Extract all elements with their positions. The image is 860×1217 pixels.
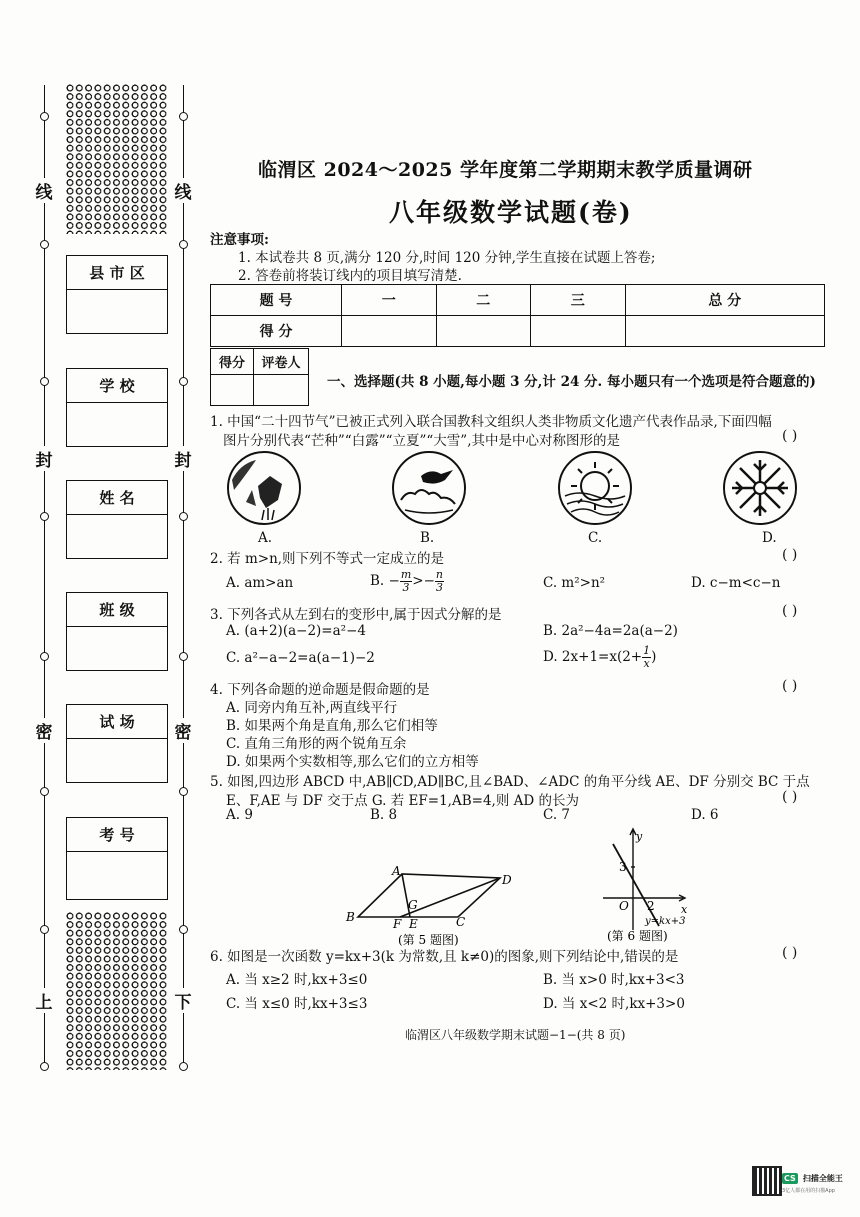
q3-stem: 3. 下列各式从左到右的变形中,属于因式分解的是 xyxy=(210,607,502,623)
binding-hole xyxy=(40,377,49,386)
binding-hole xyxy=(179,377,188,386)
q6-option-d[interactable]: D. 当 x<2 时,kx+3>0 xyxy=(543,996,685,1012)
field-class-label: 班 级 xyxy=(67,593,167,627)
q3-option-d[interactable] xyxy=(543,645,656,670)
fig5-label-f: F xyxy=(393,917,402,931)
fraction-numerator: m xyxy=(400,568,412,581)
q2-stem: 2. 若 m>n,则下列不等式一定成立的是 xyxy=(210,551,445,567)
binding-hole xyxy=(179,925,188,934)
q1-option-a[interactable]: A. xyxy=(258,530,273,546)
answer-paren[interactable]: ( ) xyxy=(782,678,798,694)
exam-subtitle: 八年级数学试题(卷) xyxy=(389,198,633,227)
fig6-caption: (第 6 题图) xyxy=(607,929,668,943)
qr-code-icon xyxy=(752,1166,782,1196)
q1-figure-a-icon xyxy=(226,450,302,526)
answer-paren[interactable]: ( ) xyxy=(782,789,798,805)
score-header: 总 分 xyxy=(625,285,825,316)
q5-option-c[interactable]: C. 7 xyxy=(543,807,571,823)
fig5-label-b: B xyxy=(346,910,355,924)
binding-hole xyxy=(40,112,49,121)
binding-hole xyxy=(40,925,49,934)
binding-dot-pattern-bottom xyxy=(66,912,168,1070)
q6-option-a[interactable]: A. 当 x≥2 时,kx+3≤0 xyxy=(226,972,368,988)
q5-stem: E、F,AE 与 DF 交于点 G. 若 EF=1,AB=4,则 AD 的长为 xyxy=(226,793,579,809)
binding-hole xyxy=(40,512,49,521)
score-header: 一 xyxy=(342,285,437,316)
scanner-badge: CS xyxy=(784,1174,796,1183)
field-school-label: 学 校 xyxy=(67,369,167,403)
q3-option-b[interactable]: B. 2a²−4a=2a(a−2) xyxy=(543,623,678,639)
q1-figure-c-icon xyxy=(557,450,633,526)
binding-char-feng: 封 xyxy=(34,446,54,471)
q6-figure xyxy=(595,826,695,946)
q2-option-d[interactable]: D. c−m<c−n xyxy=(691,575,781,591)
fraction xyxy=(400,569,412,594)
fig5-label-g: G xyxy=(408,898,418,912)
fig6-y-axis-label: y xyxy=(636,830,643,843)
binding-dot-pattern-top xyxy=(66,84,168,234)
binding-char-shang: 上 xyxy=(34,988,54,1013)
field-class-blank[interactable] xyxy=(67,627,167,670)
fraction xyxy=(435,569,444,594)
fig6-x-axis-label: x xyxy=(681,903,688,916)
binding-hole xyxy=(179,512,188,521)
notice-item: 1. 本试卷共 8 页,满分 120 分,时间 120 分钟,学生直接在试题上答卷; xyxy=(238,250,656,266)
binding-line-left xyxy=(44,85,45,1070)
field-class-box xyxy=(66,592,168,671)
notice-item: 2. 答卷前将装订线内的项目填写清楚. xyxy=(238,268,462,284)
field-name-label: 姓 名 xyxy=(67,481,167,515)
fig5-caption: (第 5 题图) xyxy=(398,933,459,947)
score-header: 题 号 xyxy=(211,285,342,316)
scanner-sub: 3亿人都在用的扫描App xyxy=(782,1188,835,1194)
q4-option-a[interactable]: A. 同旁内角互补,两直线平行 xyxy=(226,700,398,716)
grader-table xyxy=(210,348,309,406)
binding-char-xia: 下 xyxy=(173,988,193,1013)
score-cell[interactable] xyxy=(436,316,531,347)
q3-option-d-suffix: ) xyxy=(651,649,657,665)
binding-hole xyxy=(179,240,188,249)
scanner-name: 扫描全能王 xyxy=(802,1174,843,1183)
binding-char-mi: 密 xyxy=(173,718,193,743)
score-row-label: 得 分 xyxy=(211,316,342,347)
q5-option-b[interactable]: B. 8 xyxy=(370,807,398,823)
fraction-denominator: 3 xyxy=(435,581,443,594)
fig6-line-label: y=kx+3 xyxy=(645,916,686,927)
answer-paren[interactable]: ( ) xyxy=(782,945,798,961)
q5-figure xyxy=(340,860,520,950)
fig5-label-c: C xyxy=(456,915,466,929)
q4-option-d[interactable]: D. 如果两个实数相等,那么它们的立方相等 xyxy=(226,754,479,770)
field-school-blank[interactable] xyxy=(67,403,167,446)
q6-stem: 6. 如图是一次函数 y=kx+3(k 为常数,且 k≠0)的图象,则下列结论中,错误的是 xyxy=(210,949,679,965)
q1-option-b[interactable]: B. xyxy=(420,530,435,546)
grader-score-label: 得分 xyxy=(211,349,254,375)
q2-option-c[interactable]: C. m²>n² xyxy=(543,575,606,591)
binding-hole xyxy=(179,652,188,661)
q2-option-b[interactable] xyxy=(370,569,444,594)
q1-option-c[interactable]: C. xyxy=(588,530,603,546)
q1-figure-d-icon xyxy=(722,450,798,526)
q1-figure-b-icon xyxy=(391,450,467,526)
binding-line-right xyxy=(183,85,184,1070)
answer-paren[interactable]: ( ) xyxy=(782,603,798,619)
field-exam-room-blank[interactable] xyxy=(67,739,167,782)
fraction-numerator: n xyxy=(435,568,443,581)
field-county-label: 县 市 区 xyxy=(67,256,167,290)
q4-stem: 4. 下列各命题的逆命题是假命题的是 xyxy=(210,682,430,698)
q5-option-d[interactable]: D. 6 xyxy=(691,807,719,823)
q4-option-b[interactable]: B. 如果两个角是直角,那么它们相等 xyxy=(226,718,438,734)
grader-score-cell[interactable] xyxy=(211,375,254,406)
q2-option-b-prefix: B. − xyxy=(370,573,400,589)
notice-heading: 注意事项: xyxy=(210,232,269,248)
field-name-box xyxy=(66,480,168,559)
fraction-numerator: 1 xyxy=(643,644,651,657)
binding-char-xian: 线 xyxy=(34,178,54,203)
q2-option-a[interactable]: A. am>an xyxy=(226,575,294,591)
score-header: 三 xyxy=(531,285,626,316)
q5-stem: 5. 如图,四边形 ABCD 中,AB∥CD,AD∥BC,且∠BAD、∠ADC 的角平分线 AE、DF 分别交 BC 于点 xyxy=(210,774,810,790)
binding-char-feng: 封 xyxy=(173,446,193,471)
q6-option-c[interactable]: C. 当 x≤0 时,kx+3≤3 xyxy=(226,996,368,1012)
binding-hole xyxy=(179,112,188,121)
fraction-denominator: x xyxy=(643,657,650,670)
q1-stem: 图片分别代表“芒种”“白露”“立夏”“大雪”,其中是中心对称图形的是 xyxy=(223,433,621,449)
answer-paren[interactable]: ( ) xyxy=(782,428,798,444)
q4-option-c[interactable]: C. 直角三角形的两个锐角互余 xyxy=(226,736,407,752)
page-footer: 临渭区八年级数学期末试题−1−(共 8 页) xyxy=(405,1028,626,1042)
binding-hole xyxy=(40,1062,49,1071)
binding-hole xyxy=(179,787,188,796)
field-exam-number-box xyxy=(66,817,168,900)
field-school-box xyxy=(66,368,168,447)
q6-option-b[interactable]: B. 当 x>0 时,kx+3<3 xyxy=(543,972,685,988)
fig5-label-d: D xyxy=(502,873,512,887)
fig6-x-intercept-label: 2 xyxy=(647,899,655,913)
field-county-blank[interactable] xyxy=(67,290,167,333)
fraction-denominator: 3 xyxy=(402,581,410,594)
q2-option-b-mid: >− xyxy=(412,573,435,589)
field-exam-number-blank[interactable] xyxy=(67,852,167,899)
binding-hole xyxy=(40,240,49,249)
score-cell[interactable] xyxy=(342,316,437,347)
score-cell[interactable] xyxy=(625,316,825,347)
field-exam-number-label: 考 号 xyxy=(67,818,167,852)
binding-char-xian: 线 xyxy=(173,178,193,203)
q1-stem: 1. 中国“二十四节气”已被正式列入联合国教科文组织人类非物质文化遗产代表作品录,下面四幅 xyxy=(210,414,772,430)
q3-option-d-prefix: D. 2x+1=x(2+ xyxy=(543,649,643,665)
section1-title: 一、选择题(共 8 小题,每小题 3 分,计 24 分. 每小题只有一个选项是符合题意的) xyxy=(327,374,816,390)
field-exam-room-label: 试 场 xyxy=(67,705,167,739)
grader-reviewer-label: 评卷人 xyxy=(254,349,309,375)
q1-option-d[interactable]: D. xyxy=(762,530,777,546)
field-exam-room-box xyxy=(66,704,168,783)
score-cell[interactable] xyxy=(531,316,626,347)
scanner-watermark xyxy=(782,1166,846,1194)
q3-option-c[interactable]: C. a²−a−2=a(a−1)−2 xyxy=(226,650,375,666)
field-name-blank[interactable] xyxy=(67,515,167,558)
fig5-label-a: A xyxy=(392,864,401,878)
q3-option-a[interactable]: A. (a+2)(a−2)=a²−4 xyxy=(226,623,366,639)
fig6-y-intercept-label: 3 xyxy=(619,860,627,874)
binding-char-mi: 密 xyxy=(34,718,54,743)
score-table xyxy=(210,284,825,347)
binding-hole xyxy=(179,1062,188,1071)
grader-reviewer-cell[interactable] xyxy=(254,375,309,406)
fig6-origin-label: O xyxy=(619,899,629,913)
binding-hole xyxy=(40,652,49,661)
exam-title: 临渭区 2024～2025 学年度第二学期期末教学质量调研 xyxy=(258,159,753,181)
field-county-box xyxy=(66,255,168,334)
fraction xyxy=(642,645,651,670)
score-header: 二 xyxy=(436,285,531,316)
answer-paren[interactable]: ( ) xyxy=(782,547,798,563)
binding-hole xyxy=(40,787,49,796)
fig5-label-e: E xyxy=(409,917,418,931)
q5-option-a[interactable]: A. 9 xyxy=(226,807,253,823)
